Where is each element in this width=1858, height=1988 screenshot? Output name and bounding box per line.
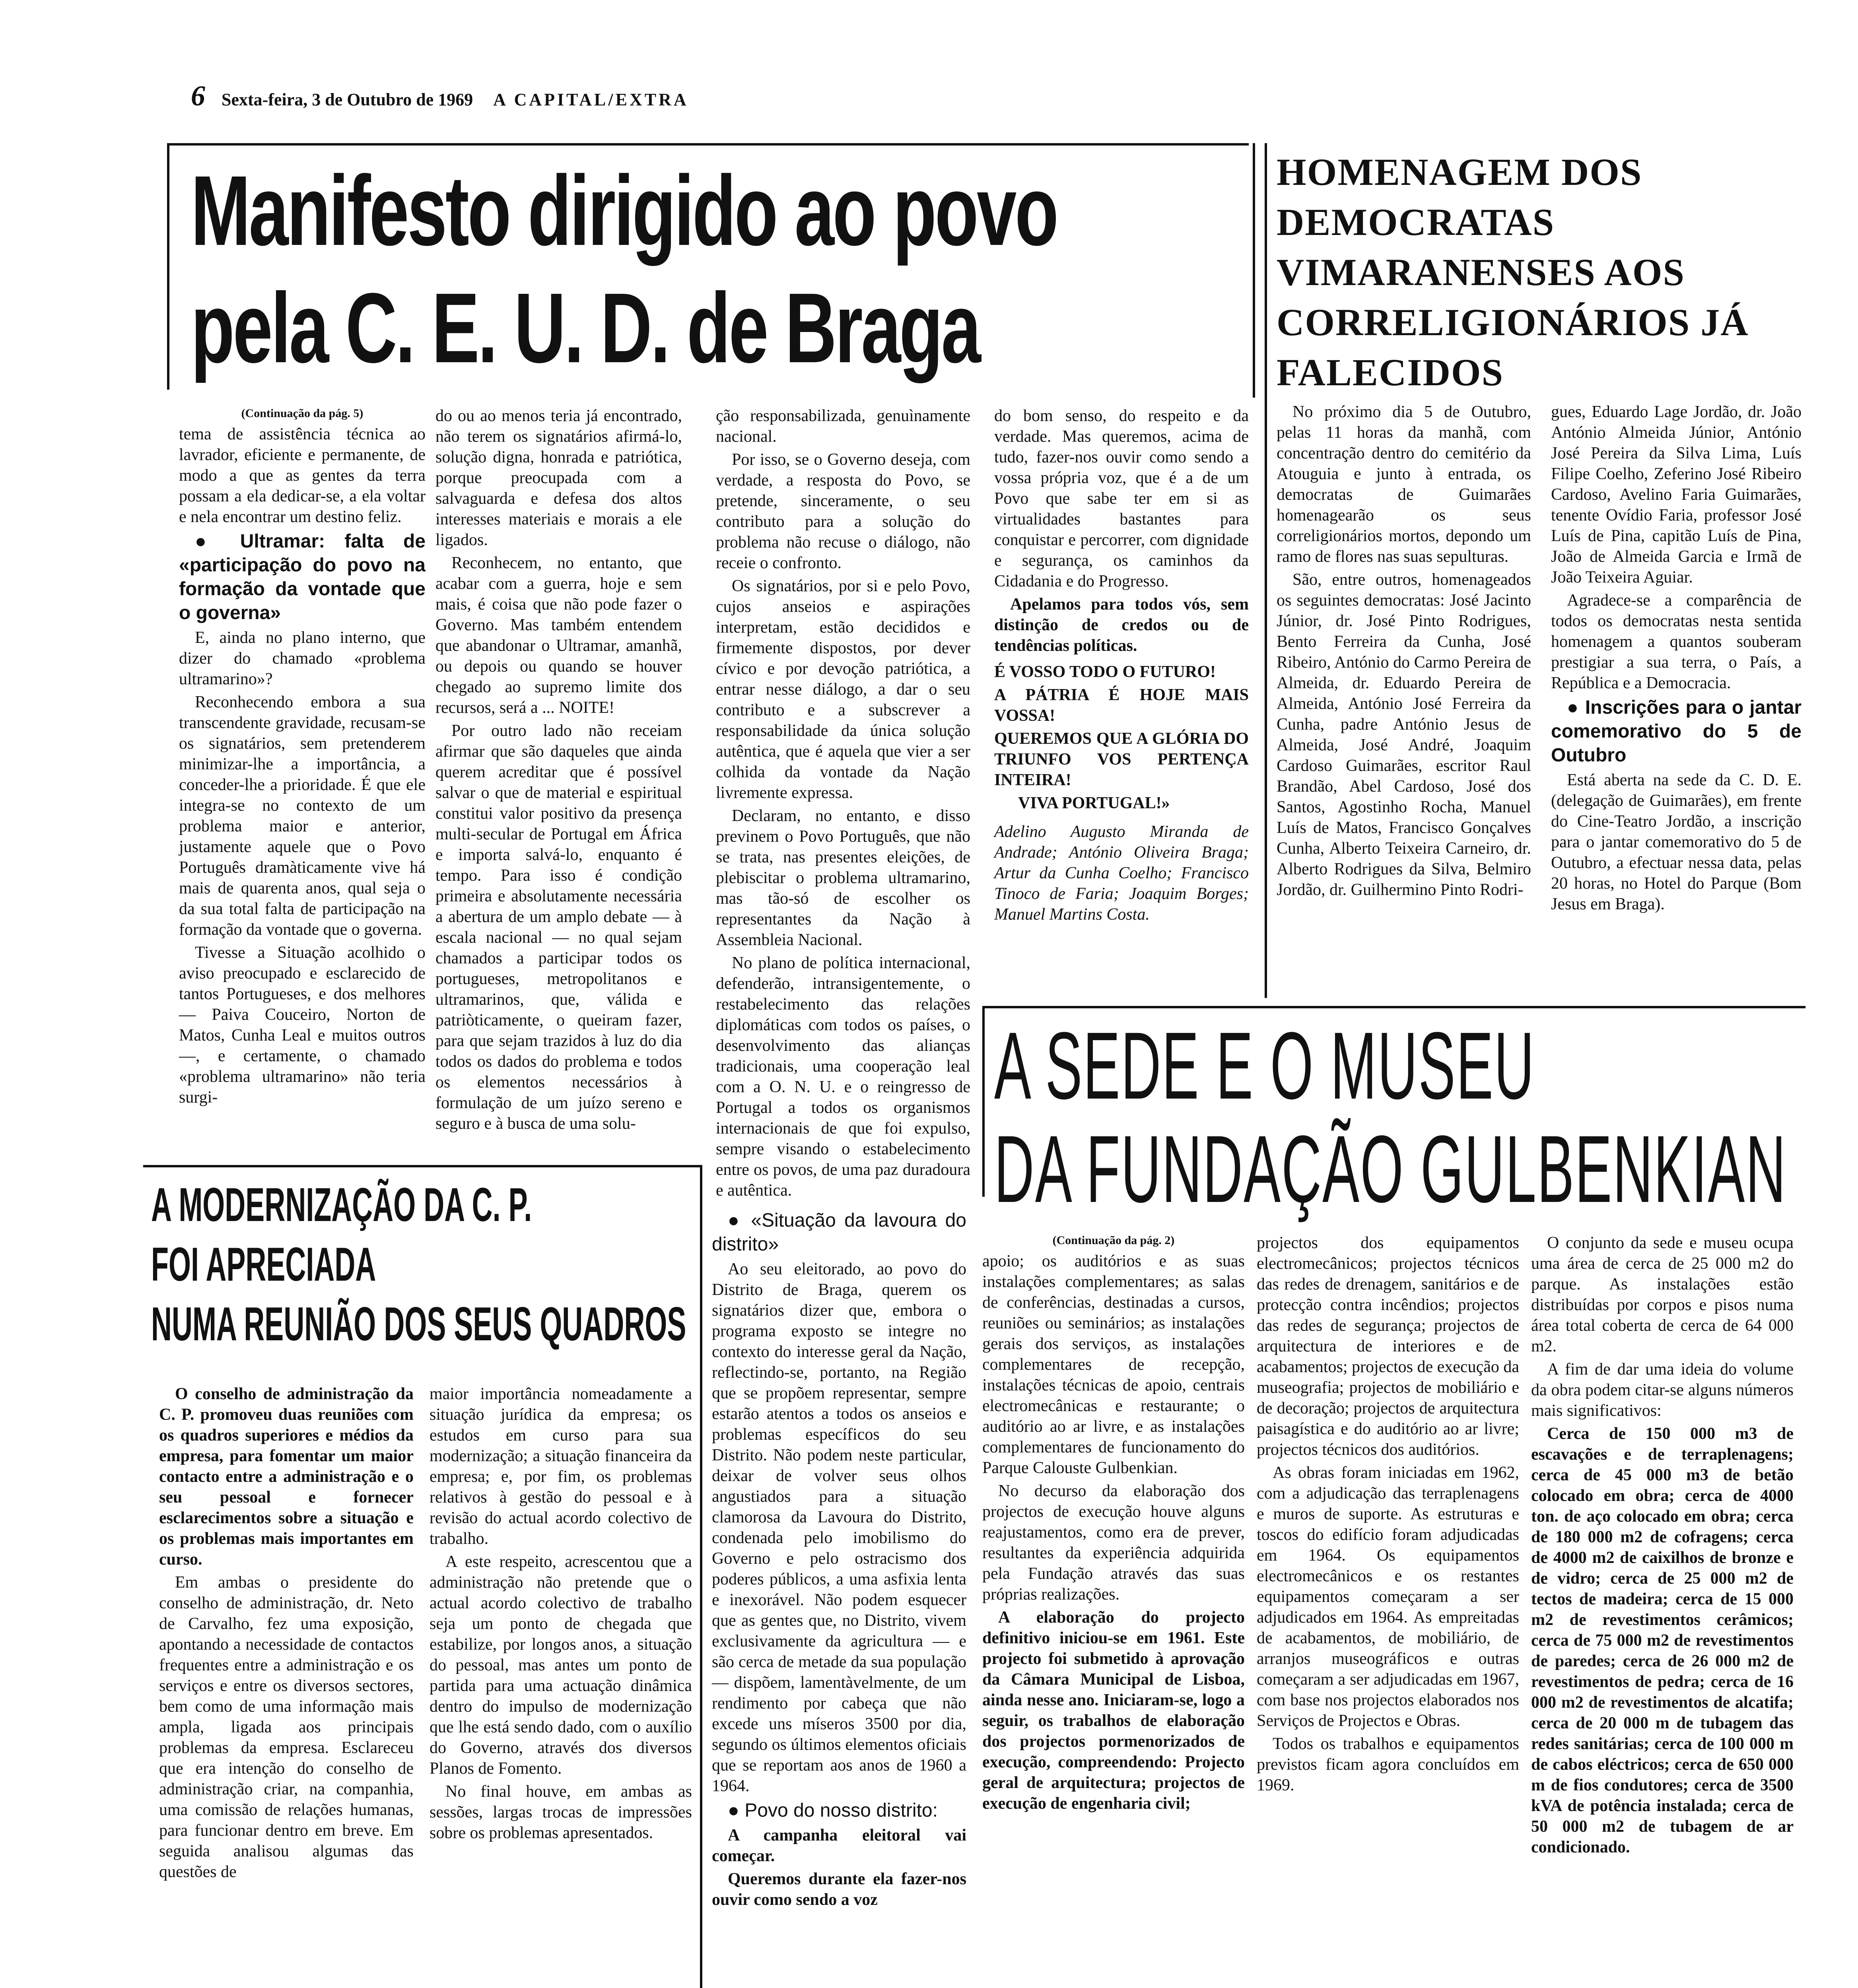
manifesto-column-1	[179, 406, 426, 1153]
paragraph: Por outro lado não receiam afirmar que são daqueles que ainda querem acreditar que é possível salvar o que de material e espiritual constitui valor positivo da presença multi-secular de Portugal em África e importa salvá-lo, enquanto é tempo. Para isso é condição primeira e absolutamente necessária a abertura de um amplo debate — à escala nacional — no qual sejam chamados a participar todos os portugueses, metropolitanos e ultramarinos, que, válida e patriòticamente, o queiram fazer, para que sejam trazidos à luz do dia todos os dados do problema e todos os elementos necessários à formulação de um juízo sereno e seguro e à busca de uma solu-	[435, 722, 682, 1133]
paragraph: tema de assistência técnica ao lavrador, eficiente e permanente, de modo a que as gentes da terra possam a ela dedicar-se, a ela voltar e nela encontrar um destino feliz.	[179, 425, 426, 526]
manifesto-title-line1: Manifesto dirigido ao povo	[191, 155, 1057, 266]
paragraph: do ou ao menos teria já encontrado, não terem os signatários afirmá-lo, solução digna, honrada e patriótica, porque preocupada com a salvaguarda e defesa dos altos interesses materiais e morais a ele ligados.	[435, 407, 682, 549]
bullet-icon: ●	[1567, 697, 1585, 718]
subhead-ultramar: ● Ultramar: falta de «participação do povo na formação da vontade que o governa»	[179, 531, 426, 623]
paragraph: O conjunto da sede e museu ocupa uma área de cerca de 25 000 m2 do parque. As instalações estão distribuídas por corpos e pisos numa área total coberta de cerca de 64 000 m2.	[1531, 1234, 1794, 1355]
paragraph: A este respeito, acrescentou que a administração não pretende que o actual acordo colectivo de trabalho seja um ponto de chegada que estabilize, por longos anos, a situação do pessoal, mas antes um ponto de partida para uma actuação dinâmica dentro do impulso de modernização que lhe está sendo dado, com o auxílio do Governo, através dos diversos Planos de Fomento.	[430, 1553, 692, 1778]
paragraph: No plano de política internacional, defenderão, intransigentemente, o restabelecimento das relações diplomáticas com todos os países, o desenvolvimento das alianças tradicionais, uma cooperação leal com a O. N. U. e o reingresso de Portugal a todos os organismos internacionais de que foi expulso, sempre visando o estabelecimento entre os povos, de uma paz duradoura e autêntica.	[716, 954, 970, 1200]
manifesto-column-2	[435, 406, 682, 1153]
paragraph: projectos dos equipamentos electromecânicos; projectos técnicos das redes de drenagem, sanitários e de protecção contra incêndios; projectos das redes de segurança; projectos de arquitectura de interiores e de acabamentos; projectos de execução da museografia; projectos de mobiliário e de decoração; projectos de arquitectura paisagística e do auditório ao ar livre; projectos técnicos dos auditórios.	[1257, 1234, 1520, 1459]
paragraph: Agradece-se a comparência de todos os democratas nesta sentida homenagem a quantos souberam prestigiar a sua terra, o País, a República e a Democracia.	[1551, 591, 1802, 692]
paragraph: ção responsabilizada, genuìnamente nacional.	[716, 407, 970, 446]
manifesto-box-top	[167, 143, 1249, 146]
paragraph: Por isso, se o Governo deseja, com verdade, a resposta do Povo, se pretende, sinceramente, o seu contributo para a solução do problema não recuse o diálogo, não receie o confronto.	[716, 450, 970, 572]
gulbenkian-title-line1: A SEDE E O MUSEU	[994, 1012, 1535, 1119]
paragraph: Declaram, no entanto, e disso previnem o Povo Português, que não se trata, nas presentes eleições, de plebiscitar o problema ultramarino, mas tão-só de escolher os representantes da Nação à Assembleia Nacional.	[716, 807, 970, 949]
paragraph: No decurso da elaboração dos projectos de execução houve alguns reajustamentos, como era de prever, resultantes da experiência adquirida pela Fundação através das suas próprias realizações.	[982, 1482, 1245, 1604]
cp-column-1	[159, 1384, 414, 1988]
paragraph: do bom senso, do respeito e da verdade. Mas queremos, acima de tudo, fazer-nos ouvir como sendo a vossa própria voz, que é a de um Povo que sabe ter em si as virtualidades bastantes para conquistar e percorrer, com dignidade e segurança, os caminhos da Cidadania e do Progresso.	[994, 407, 1249, 590]
paragraph: No final houve, em ambas as sessões, largas trocas de impressões sobre os problemas apresentados.	[430, 1782, 692, 1842]
paragraph: As obras foram iniciadas em 1962, com a adjudicação das terraplenagens e muros de suporte. As estruturas e toscos do edifício foram adjudicadas em 1964. Os equipamentos electromecânicos e os restantes equipamentos começaram a ser adjudicados em 1964. As empreitadas de acabamentos, de mobiliário, de arranjos museográficos e outras começaram a ser adjudicadas em 1967, com base nos projectos elaborados nos Serviços de Projectos e Obras.	[1257, 1464, 1519, 1730]
paragraph: Apelamos para todos vós, sem distinção de credos ou de tendências políticas.	[994, 595, 1249, 655]
paragraph: apoio; os auditórios e as suas instalações complementares; as salas de conferências, destinadas a cursos, reuniões ou seminários; as instalações gerais dos serviços, as instalações complementares de recepção, instalações técnicas de apoio, centrais electromecânicas e restaurante; o auditório ao ar livre, e as instalações complementares de funcionamento do Parque Calouste Gulbenkian.	[982, 1252, 1245, 1477]
manifesto-box-right	[1253, 143, 1255, 398]
homenagem-title: HOMENAGEM DOS DEMOCRATAS VIMARANENSES AOS CORRELIGIONÁRIOS JÁ FALECIDOS	[1277, 151, 1749, 394]
paragraph: Ao seu eleitorado, ao povo do Distrito de Braga, querem os signatários dizer que, embora o programa exposto se integre no contexto do interesse geral da Nação, reflectindo-se, portanto, na Região que se propõem representar, sempre estarão atentos a todos os anseios e problemas específicos do seu Distrito. Não podem neste particular, deixar de volver seus olhos angustiados para a situação clamorosa da Lavoura do Distrito, condenada pelo imobilismo do Governo e pelo ostracismo dos poderes públicos, a uma asfixia lenta e inexorável. Não podem esquecer que as gentes que, no Distrito, vivem exclusivamente da agricultura — e são cerca de metade da sua população — dispõem, lamentàvelmente, de um rendimento por cabeça que não excede uns míseros 3500 por dia, segundo os últimos elementos oficiais que se reportam aos anos de 1960 a 1964.	[712, 1260, 966, 1795]
page-header	[191, 80, 907, 112]
gulbenkian-column-3	[1531, 1233, 1794, 1988]
paragraph: Cerca de 150 000 m3 de escavações e de terraplenagens; cerca de 45 000 m3 de betão colocado em obra; cerca de 4000 ton. de aço colocado em obra; cerca de 180 000 m2 de cofragens; cerca de 4000 m2 de caixilhos de bronze e de vidro; cerca de 25 000 m2 de tectos de madeira; cerca de 15 000 m2 de revestimentos cerâmicos; cerca de 75 000 m2 de revestimentos de paredes; cerca de 26 000 m2 de revestimentos de pedra; cerca de 16 000 m2 de revestimentos de alcatifa; cerca de 20 000 m de tubagem das redes sanitárias; cerca de 100 000 m de cabos eléctricos; cerca de 650 000 m de fios condutores; cerca de 3500 kVA de potência instalada; cerca de 50 000 m2 de tubagem de ar condicionado.	[1531, 1425, 1794, 1856]
gulbenkian-column-2	[1257, 1233, 1519, 1988]
gulbenkian-title-line2: DA FUNDAÇÃO GULBENKIAN	[994, 1116, 1787, 1222]
cp-title-line3: NUMA REUNIÃO DOS SEUS QUADROS	[151, 1297, 686, 1351]
bullet-icon: ●	[728, 1210, 751, 1231]
cp-rule-top	[143, 1165, 700, 1167]
subhead-povo: ● Povo do nosso distrito:	[728, 1800, 938, 1821]
bullet-icon: ●	[728, 1800, 745, 1821]
homenagem-divider	[1265, 143, 1267, 998]
cp-column-2	[430, 1384, 692, 1988]
paragraph: No próximo dia 5 de Outubro, pelas 11 horas da manhã, com concentração dentro do cemitério da Atouguia e junto à entrada, os democratas de Guimarães homenagearão os seus correligionários mortos, depondo um ramo de flores nas suas sepulturas.	[1277, 403, 1531, 566]
paragraph: maior importância nomeadamente a situação jurídica da empresa; os estudos em curso para sua modernização; a situação financeira da empresa; e, por fim, os problemas relativos à gestão do pessoal e à revisão do actual acordo colectivo de trabalho.	[430, 1385, 692, 1548]
paragraph: Todos os trabalhos e equipamentos previstos ficam agora concluídos em 1969.	[1257, 1735, 1519, 1794]
lavoura-column	[712, 1209, 966, 1988]
manifesto-title-line2: pela C. E. U. D. de Braga	[191, 272, 980, 383]
paragraph: Reconhecem, no entanto, que acabar com a guerra, hoje e sem mais, é coisa que não pode fazer o Governo. Mas também entendem que abandonar o Ultramar, amanhã, ou depois ou quando se houver chegado ao supremo limite dos recursos, será a ... NOITE!	[435, 554, 682, 717]
cp-title-line2: FOI APRECIADA	[151, 1238, 376, 1291]
gulbenkian-rule-top	[982, 1006, 1806, 1008]
manifesto-column-3	[716, 406, 970, 1200]
cp-title-line1: A MODERNIZAÇÃO DA C. P.	[151, 1178, 532, 1231]
slogan: É VOSSO TODO O FUTURO!	[994, 663, 1216, 681]
subhead-lavoura: ● «Situação da lavoura do distrito»	[712, 1210, 966, 1255]
continuation-note: (Continuação da pág. 5)	[241, 407, 363, 420]
paragraph: Os signatários, por si e pelo Povo, cujos anseios e aspirações interpretam, estão decididos e firmemente dispostos, por dever cívico e por devoção patriótica, a entrar nesse diálogo, a dar o seu contributo e a subscrever a responsabilidade da única solução autêntica, que é aquela que vier a ser colhida da vontade da Nação livremente expressa.	[716, 577, 970, 802]
paragraph: A fim de dar uma ideia do volume da obra podem citar-se alguns números mais significativos:	[1531, 1360, 1794, 1420]
slogan: A PÁTRIA É HOJE MAIS VOSSA!	[994, 686, 1249, 725]
manifesto-column-4	[994, 406, 1249, 924]
gulbenkian-column-1	[982, 1233, 1245, 1988]
manifesto-box-left	[167, 143, 169, 390]
paragraph: E, ainda no plano interno, que dizer do chamado «problema ultramarino»?	[179, 629, 426, 688]
paragraph: A elaboração do projecto definitivo iniciou-se em 1961. Este projecto foi submetido à aprovação da Câmara Municipal de Lisboa, ainda nesse ano. Iniciaram-se, logo a seguir, os trabalhos de elaboração dos projectos pormenorizados de execução, compreendendo: Projecto geral de arquitectura; projectos de execução de engenharia civil;	[982, 1608, 1245, 1813]
gulbenkian-rule-left	[982, 1006, 985, 1197]
page-number: 6	[191, 80, 205, 112]
paragraph: Queremos durante ela fazer-nos ouvir como sendo a voz	[712, 1870, 966, 1909]
signatures: Adelino Augusto Miranda de Andrade; António Oliveira Braga; Artur da Cunha Coelho; Francisco Tinoco de Faria; Joaquim Borges; Manuel Martins Costa.	[994, 823, 1249, 924]
homenagem-column-2	[1551, 402, 1802, 998]
issue-date: Sexta-feira, 3 de Outubro de 1969	[222, 90, 473, 109]
paragraph: Está aberta na sede da C. D. E. (delegação de Guimarães), em frente do Cine-Teatro Jordão, a inscrição para o jantar comemorativo do 5 de Outubro, a efectuar nessa data, pelas 20 horas, no Hotel do Parque (Bom Jesus em Braga).	[1551, 771, 1802, 913]
paragraph: São, entre outros, homenageados os seguintes democratas: José Jacinto Júnior, dr. José Pinto Rodrigues, Bento Ferreira da Cunha, José Ribeiro, António do Carmo Pereira de Almeida, dr. Eduardo Pereira de Almeida, António José Ferreira da Cunha, padre António Jesus de Almeida, José André, Joaquim Cardoso Guimarães, escritor Raul Brandão, Abel Cardoso, José dos Santos, Agostinho Rocha, Manuel Luís de Matos, Francisco Gonçalves Cunha, Alberto Teixeira Carneiro, dr. Alberto Rodrigues da Silva, Belmiro Jordão, dr. Guilhermino Pinto Rodri-	[1277, 571, 1531, 899]
homenagem-column-1	[1277, 402, 1531, 998]
paragraph: Em ambas o presidente do conselho de administração, dr. Neto de Carvalho, fez uma exposição, apontando a necessidade de contactos frequentes entre a administração e os serviços e entre os diversos sectores, bem como de uma informação mais ampla, ligada aos principais problemas da empresa. Esclareceu que era intenção do conselho de administração criar, na companhia, uma comissão de relações humanas, para funcionar dentro em breve. Em seguida analisou algumas das questões de	[159, 1573, 414, 1881]
slogan: VIVA PORTUGAL!»	[1018, 794, 1170, 812]
cp-rule-right	[700, 1165, 702, 1988]
subhead-inscricoes: ● Inscrições para o jantar comemorativo do 5 de Outubro	[1551, 697, 1802, 766]
paragraph: Tivesse a Situação acolhido o aviso preocupado e esclarecido de tantos Portugueses, e dos melhores — Paiva Couceiro, Norton de Matos, Cunha Leal e muitos outros —, e certamente, o chamado «problema ultramarino» não teria surgi-	[179, 944, 426, 1107]
paragraph: Reconhecendo embora a sua transcendente gravidade, recusam-se os signatários, sem pretenderem minimizar-lhe a importância, a conceder-lhe a prioridade. É que ele integra-se no contexto de um problema maior e anterior, justamente aquele que o Povo Português dramàticamente vive há mais de quarenta anos, qual seja o da sua total falta de participação na formação da vontade que o governa.	[179, 693, 426, 939]
bullet-icon: ●	[195, 531, 240, 552]
paragraph: A campanha eleitoral vai começar.	[712, 1826, 966, 1865]
slogan: QUEREMOS QUE A GLÓRIA DO TRIUNFO VOS PERTENÇA INTEIRA!	[994, 730, 1249, 789]
publication-name: A CAPITAL/EXTRA	[493, 90, 689, 109]
paragraph: O conselho de administração da C. P. promoveu duas reuniões com os quadros superiores e médios da empresa, para fomentar um maior contacto entre a administração e o seu pessoal e fornecer esclarecimentos sobre a situação e os problemas mais importantes em curso.	[159, 1385, 414, 1569]
continuation-note: (Continuação da pág. 2)	[1052, 1234, 1175, 1247]
paragraph: gues, Eduardo Lage Jordão, dr. João António Almeida Júnior, António José Pereira da Silva Lima, Luís Filipe Coelho, Zeferino José Ribeiro Cardoso, Avelino Faria Guimarães, tenente Ovídio Faria, professor José Luís de Pina, capitão Luís de Pina, João de Almeida Garcia e Irmã de João Teixeira Aguiar.	[1551, 403, 1802, 586]
